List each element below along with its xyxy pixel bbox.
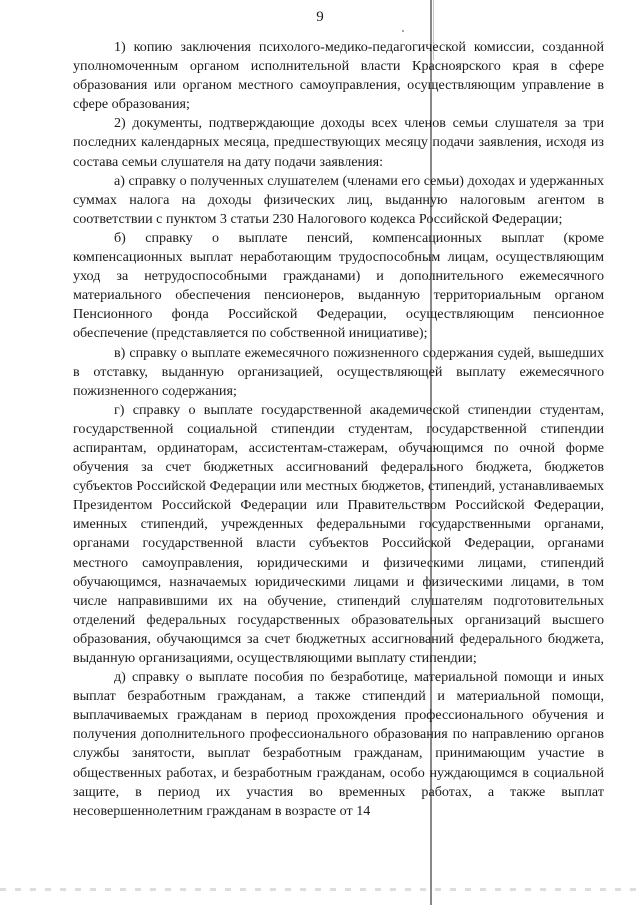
paragraph-subitem-b: б) справку о выплате пенсий, компенсационных выплат (кроме компенсационных выплат неработающим трудоспособным лицам, осуществляющим уход за нетрудоспособными гражданами) и дополнительного ежемесячного материального обеспечения пенсионеров, выданную территориальным органом Пенсионного фонда Российской Федерации, осуществляющим пенсионное обеспечение (представляется по собственной инициативе);	[73, 229, 604, 342]
paragraph-item-2: 2) документы, подтверждающие доходы всех членов семьи слушателя за три последних календарных месяца, предшествующих месяцу подачи заявления, исходя из состава семьи слушателя на дату подачи заявления:	[73, 115, 604, 170]
paragraph-subitem-g: г) справку о выплате государственной академической стипендии студентам, государственной социальной стипендии студентам, государственной стипендии аспирантам, ординаторам, ассистентам-стажерам, обучающимся по очной форме обучения за счет бюджетных ассигнований федерального бюджета, бюджетов субъектов Российской Федерации или местных бюджетов, стипендий, устанавливаемых Президентом Российской Федерации или Правительством Российской Федерации, именных стипендий, учрежденных федеральными государственными органами, органами государственной власти субъектов Российской Федерации, органами местного самоуправления, юридическими и физическими лицами, стипендий обучающимся, назначаемых юридическими лицами и физическими лицами, в том числе направившими их на обучение, стипендий слушателям подготовительных отделений федеральных государственных образовательных организаций высшего образования, обучающимся за счет бюджетных ассигнований федерального бюджета, выданную организациями, осуществляющими выплату стипендии;	[73, 401, 604, 666]
page-number: 9	[316, 9, 324, 25]
scan-artifact-dot	[402, 30, 404, 32]
paragraph-item-1: 1) копию заключения психолого-медико-педагогической комиссии, созданной уполномоченным органом исполнительной власти Красноярского края в сфере образования или органом местного самоуправления, осуществляющим управление в сфере образования;	[73, 39, 604, 113]
paragraph-subitem-a: а) справку о полученных слушателем (членами его семьи) доходах и удержанных суммах налога на доходы физических лиц, выданную налоговым агентом в соответствии с пунктом 3 статьи 230 Налогового кодекса Российской Федерации;	[73, 172, 604, 227]
document-body	[73, 38, 604, 821]
paragraph-subitem-d: д) справку о выплате пособия по безработице, материальной помощи и иных выплат безработным гражданам, а также стипендий и материальной помощи, выплачиваемых гражданам в период прохождения профессионального обучения и получения дополнительного профессионального образования по направлению органов службы занятости, выплат безработным гражданам, принимающим участие в общественных работах, и безработным гражданам, особо нуждающимся в социальной защите, в период их участия во временных работах, а также выплат несовершеннолетним гражданам в возрасте от 14	[73, 669, 604, 819]
paragraph-subitem-v: в) справку о выплате ежемесячного пожизненного содержания судей, вышедших в отставку, выданную организацией, осуществляющей выплату ежемесячного пожизненного содержания;	[73, 344, 604, 399]
scan-artifact-bottom-noise	[0, 888, 640, 891]
